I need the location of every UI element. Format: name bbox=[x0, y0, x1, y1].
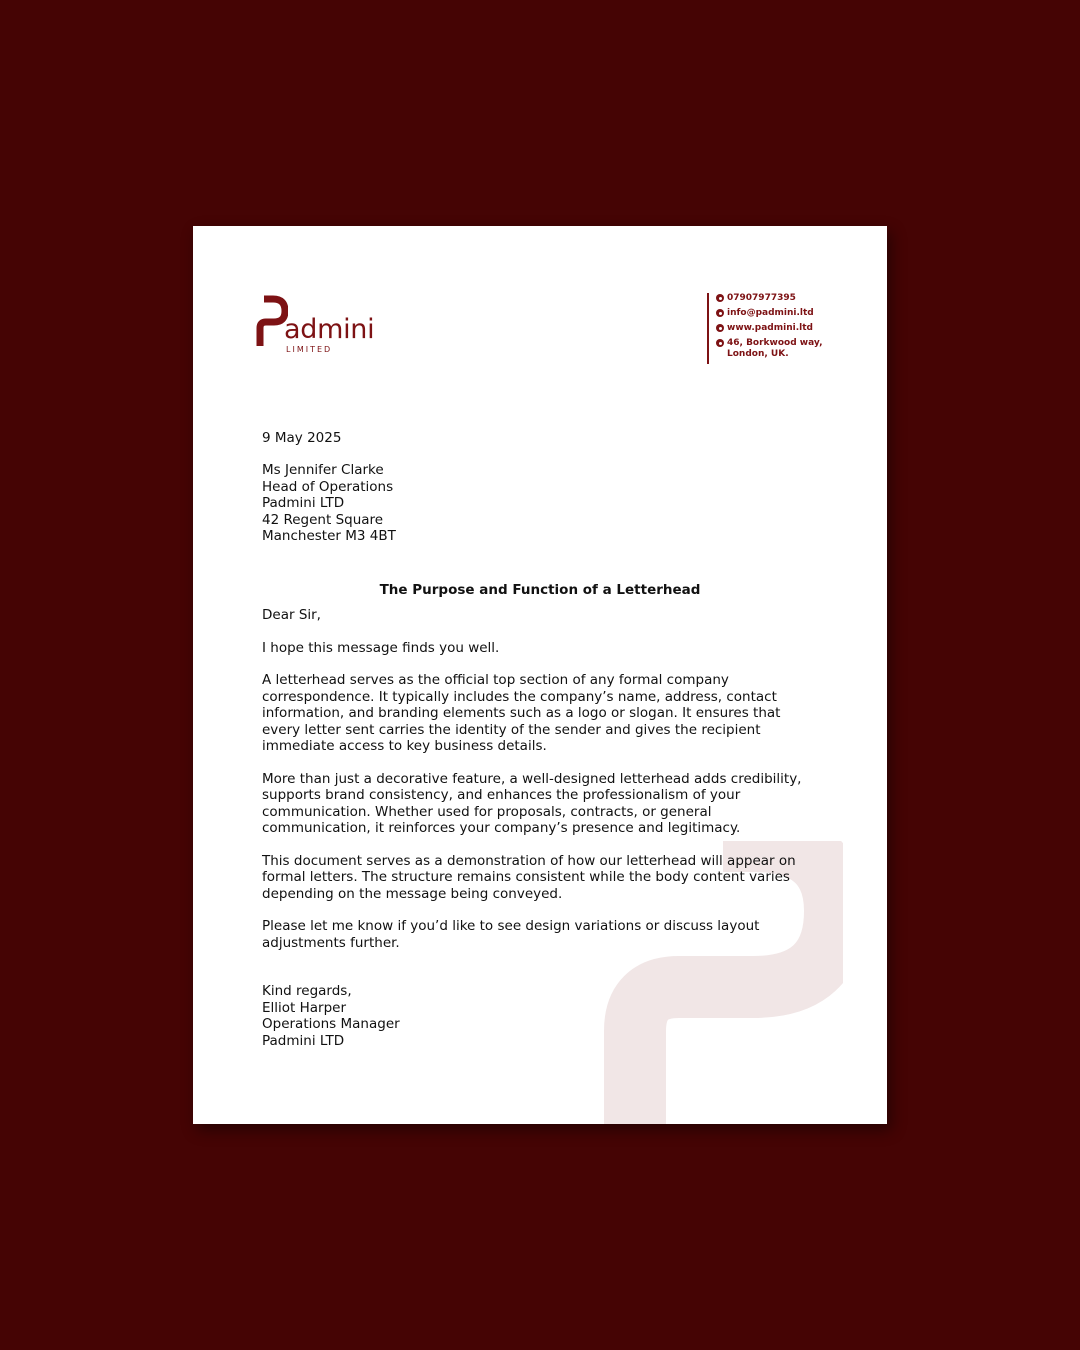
location-icon bbox=[716, 339, 724, 347]
recipient-address bbox=[262, 462, 807, 545]
contact-address-text: 46, Borkwood way, London, UK. bbox=[727, 338, 823, 359]
contact-phone[interactable] bbox=[716, 293, 836, 304]
globe-icon bbox=[716, 324, 724, 332]
body-paragraph: This document serves as a demonstration of how our letterhead will appear on formal letters. The structure remains consistent while the body content varies depending on the message being conveyed. bbox=[262, 852, 796, 902]
body-paragraph: A letterhead serves as the official top section of any formal company correspondence. It typically includes the company’s name, address, contact information, and branding elements such as a logo or slogan. It ensures that every letter sent carries the identity of the sender and gives the recipient immediate access to key business details. bbox=[262, 672, 781, 754]
logo-subtitle: LIMITED bbox=[286, 345, 333, 354]
body-paragraph: I hope this message finds you well. bbox=[262, 639, 500, 656]
contact-phone-text: 07907977395 bbox=[727, 293, 796, 303]
contact-block bbox=[707, 293, 836, 364]
closing-line: Kind regards, bbox=[262, 983, 352, 999]
body-paragraph: Please let me know if you’d like to see design variations or discuss layout adjustments further. bbox=[262, 918, 760, 951]
recipient-line: Padmini LTD bbox=[262, 495, 345, 511]
company-logo bbox=[256, 294, 376, 358]
contact-website[interactable] bbox=[716, 323, 836, 334]
signer-name: Elliot Harper bbox=[262, 999, 347, 1016]
salutation: Dear Sir, bbox=[262, 607, 321, 623]
email-icon bbox=[716, 309, 724, 317]
recipient-line: Head of Operations bbox=[262, 478, 394, 495]
letter-closing bbox=[262, 983, 807, 1049]
signer-title: Operations Manager bbox=[262, 1016, 400, 1032]
letter-subject: The Purpose and Function of a Letterhead bbox=[379, 582, 701, 598]
phone-icon bbox=[716, 294, 724, 302]
letter-date: 9 May 2025 bbox=[262, 430, 342, 446]
signer-company: Padmini LTD bbox=[262, 1032, 345, 1049]
logo-wordmark: admini bbox=[284, 314, 375, 345]
body-paragraph: More than just a decorative feature, a well-designed letterhead adds credibility, supports brand consistency, and enhances the professionalism of your communication. Whether used for proposals, contracts, or general communication, it reinforces your company’s presence and legitimacy. bbox=[262, 770, 802, 836]
contact-address bbox=[716, 338, 836, 360]
recipient-line: Ms Jennifer Clarke bbox=[262, 462, 384, 478]
letter-sheet bbox=[193, 226, 887, 1124]
recipient-line: 42 Regent Square bbox=[262, 511, 384, 528]
contact-email-text: info@padmini.ltd bbox=[727, 308, 814, 318]
letter-body bbox=[262, 607, 807, 967]
contact-email[interactable] bbox=[716, 308, 836, 319]
contact-website-text: www.padmini.ltd bbox=[727, 323, 813, 333]
recipient-line: Manchester M3 4BT bbox=[262, 528, 396, 544]
